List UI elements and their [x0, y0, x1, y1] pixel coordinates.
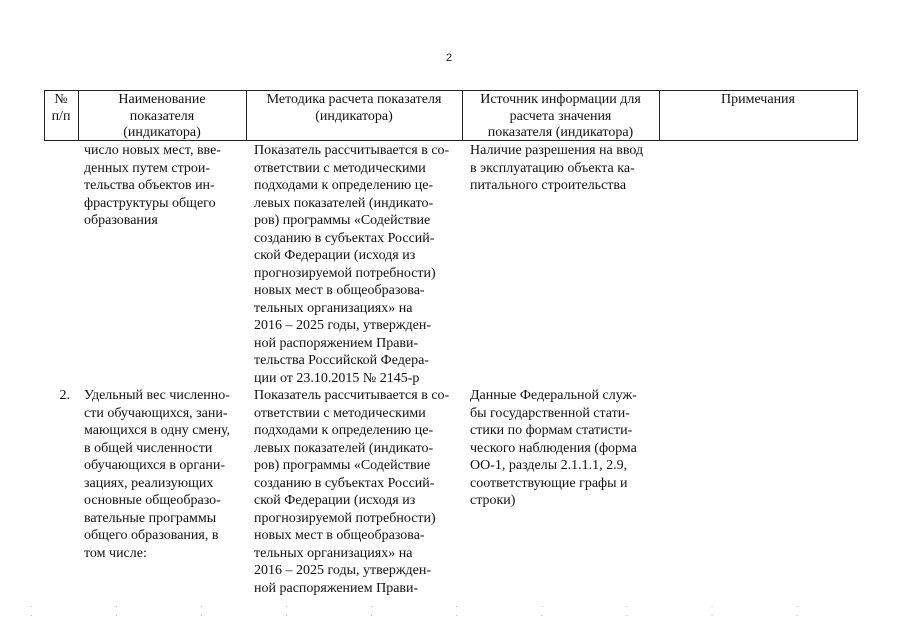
page-number: 2 — [446, 52, 453, 64]
row-1-method: Показатель рассчитывается в со- ответствии с методическими подходами к определению це- левых показателей (индикато- ров) программы «Содействие созданию в субъектах Россий- ской Федерации (исходя из прогнозируемой потребности) новых мест в общеобразова- тельных организациях» на 2016 – 2025 годы, утвержден- ной распоряжением Прави- тельства Российской Федера- ции от 23.10.2015 № 2145-р — [254, 143, 450, 386]
row-2-source: Данные Федеральной служ- бы государственной стати- стики по формам статисти- ческого наблюдения (форма ОО-1, разделы 2.1.1.1, 2.9, соответствующие графы и строки) — [470, 388, 637, 508]
col-divider-5 — [857, 90, 858, 140]
header-col-name: Наименование показателя (индикатора) — [118, 92, 206, 140]
header-col-notes: Примечания — [720, 92, 795, 107]
row-2-method: Показатель рассчитывается в со- ответствии с методическими подходами к определению це- левых показателей (индикато- ров) программы «Содействие созданию в субъектах Россий- ской Федерации (исходя из прогнозируемой потребности) новых мест в общеобразова- тельных организациях» на 2016 – 2025 годы, утвержден- ной распоряжением Прави- — [254, 388, 450, 596]
row-2-name: Удельный вес численно- сти обучающихся, зани- мающихся в одну смену, в общей численности обучающихся в органи- зациях, реализующих основные общеобразо- вательные программы общего образования, в том числе: — [84, 388, 231, 561]
row-1-source: Наличие разрешения на ввод в эксплуатацию объекта ка- питального строительства — [470, 143, 644, 193]
header-col-number: № п/п — [51, 92, 71, 124]
header-col-method: Методика расчета показателя (индикатора) — [266, 92, 442, 124]
scan-artifacts: . . . . . . . . . . . . . . . . . . . . — [30, 600, 839, 618]
table-top-border — [44, 90, 858, 91]
row-2-number: 2. — [59, 388, 70, 403]
header-col-source: Источник информации для расчета значения показателя (индикатора) — [480, 92, 641, 140]
row-1-name: число новых мест, вве- денных путем строи- тельства объектов ин- фраструктуры общего образования — [84, 143, 221, 228]
